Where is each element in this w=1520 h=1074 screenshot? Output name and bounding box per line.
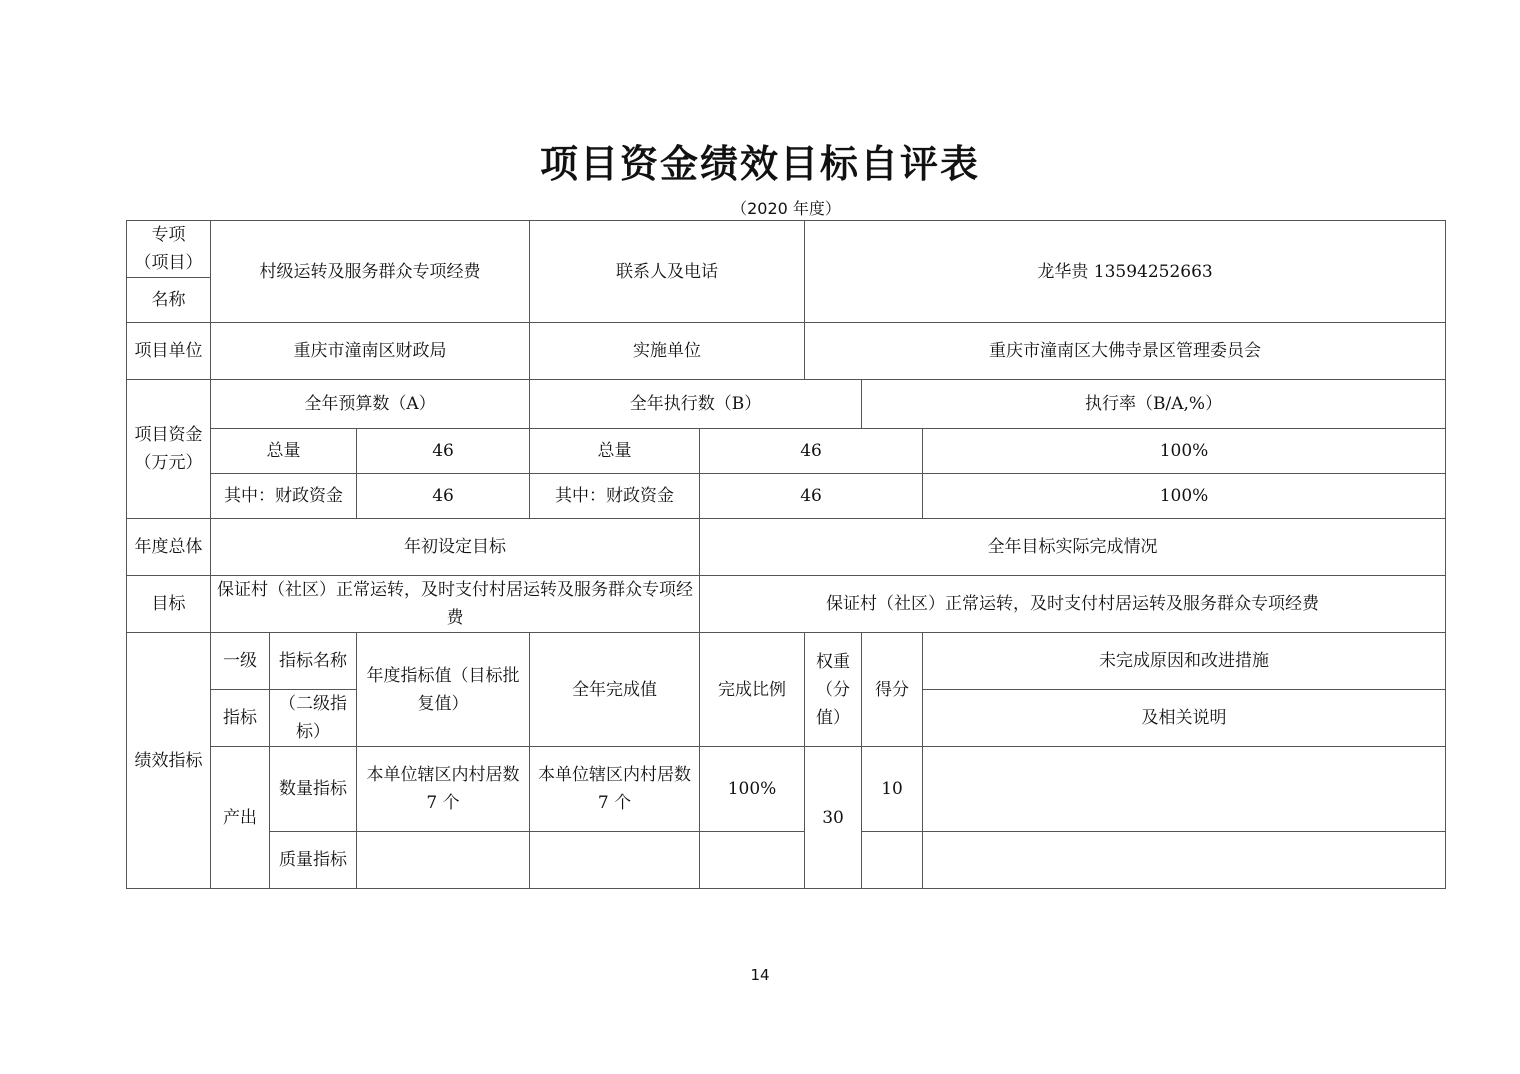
actual-goal-header: 全年目标实际完成情况 — [700, 519, 1446, 576]
fiscal-label-b: 其中：财政资金 — [530, 474, 700, 519]
target-header: 年度指标值（目标批复值） — [357, 633, 530, 747]
actual-goal-text: 保证村（社区）正常运转，及时支付村居运转及服务群众专项经费 — [700, 576, 1446, 633]
table-row-reason — [923, 747, 1446, 832]
actual-header: 全年完成值 — [530, 633, 700, 747]
execution-header: 全年执行数（B） — [530, 380, 862, 429]
total-budget: 46 — [357, 429, 530, 474]
output-weight: 30 — [805, 747, 862, 889]
reason-header-b: 及相关说明 — [923, 690, 1446, 747]
fiscal-rate: 100% — [923, 474, 1446, 519]
fiscal-budget: 46 — [357, 474, 530, 519]
table-row-name: 数量指标 — [270, 747, 357, 832]
table-row-score: 10 — [862, 747, 923, 832]
evaluation-table — [126, 220, 1446, 889]
year-subtitle: （2020 年度） — [731, 199, 841, 218]
fiscal-label-a: 其中：财政资金 — [211, 474, 357, 519]
project-unit-value: 重庆市潼南区财政局 — [211, 323, 530, 380]
total-executed: 46 — [700, 429, 923, 474]
weight-header: 权重（分值） — [805, 633, 862, 747]
rate-header: 执行率（B/A,%） — [862, 380, 1446, 429]
output-group-label: 产出 — [211, 747, 270, 889]
page-number: 14 — [750, 966, 770, 984]
initial-goal-header: 年初设定目标 — [211, 519, 700, 576]
table-row-reason — [923, 832, 1446, 889]
project-name-label-top — [127, 221, 211, 278]
project-name-label-c: 名称 — [127, 278, 211, 323]
table-row-target: 本单位辖区内村居数 7 个 — [357, 747, 530, 832]
implementing-unit-value: 重庆市潼南区大佛寺景区管理委员会 — [805, 323, 1446, 380]
table-row-actual — [530, 832, 700, 889]
funds-label: 项目资金（万元） — [127, 380, 211, 519]
document-title: 项目资金绩效目标自评表 — [539, 141, 980, 186]
table-row-actual: 本单位辖区内村居数 7 个 — [530, 747, 700, 832]
table-row-name: 质量指标 — [270, 832, 357, 889]
ratio-header: 完成比例 — [700, 633, 805, 747]
level1-header-a: 一级 — [211, 633, 270, 690]
initial-goal-text: 保证村（社区）正常运转，及时支付村居运转及服务群众专项经费 — [211, 576, 700, 633]
project-name-label-a: 专项 — [151, 225, 186, 245]
level1-header-b: 指标 — [211, 690, 270, 747]
total-label-a: 总量 — [211, 429, 357, 474]
performance-label: 绩效指标 — [127, 633, 211, 889]
implementing-unit-label: 实施单位 — [530, 323, 805, 380]
level2-header-b: （二级指标） — [270, 690, 357, 747]
table-row-ratio — [700, 832, 805, 889]
total-rate: 100% — [923, 429, 1446, 474]
score-header: 得分 — [862, 633, 923, 747]
project-name-value: 村级运转及服务群众专项经费 — [211, 221, 530, 323]
contact-value: 龙华贵 13594252663 — [805, 221, 1446, 323]
table-row-score — [862, 832, 923, 889]
contact-label: 联系人及电话 — [530, 221, 805, 323]
annual-goal-label-top: 年度总体 — [127, 519, 211, 576]
project-unit-label: 项目单位 — [127, 323, 211, 380]
total-label-b: 总量 — [530, 429, 700, 474]
table-row-ratio: 100% — [700, 747, 805, 832]
table-row-target — [357, 832, 530, 889]
reason-header-a: 未完成原因和改进措施 — [923, 633, 1446, 690]
fiscal-executed: 46 — [700, 474, 923, 519]
level2-header-a: 指标名称 — [270, 633, 357, 690]
project-name-label-b: （项目） — [134, 253, 203, 273]
annual-goal-label-bottom: 目标 — [127, 576, 211, 633]
budget-header: 全年预算数（A） — [211, 380, 530, 429]
